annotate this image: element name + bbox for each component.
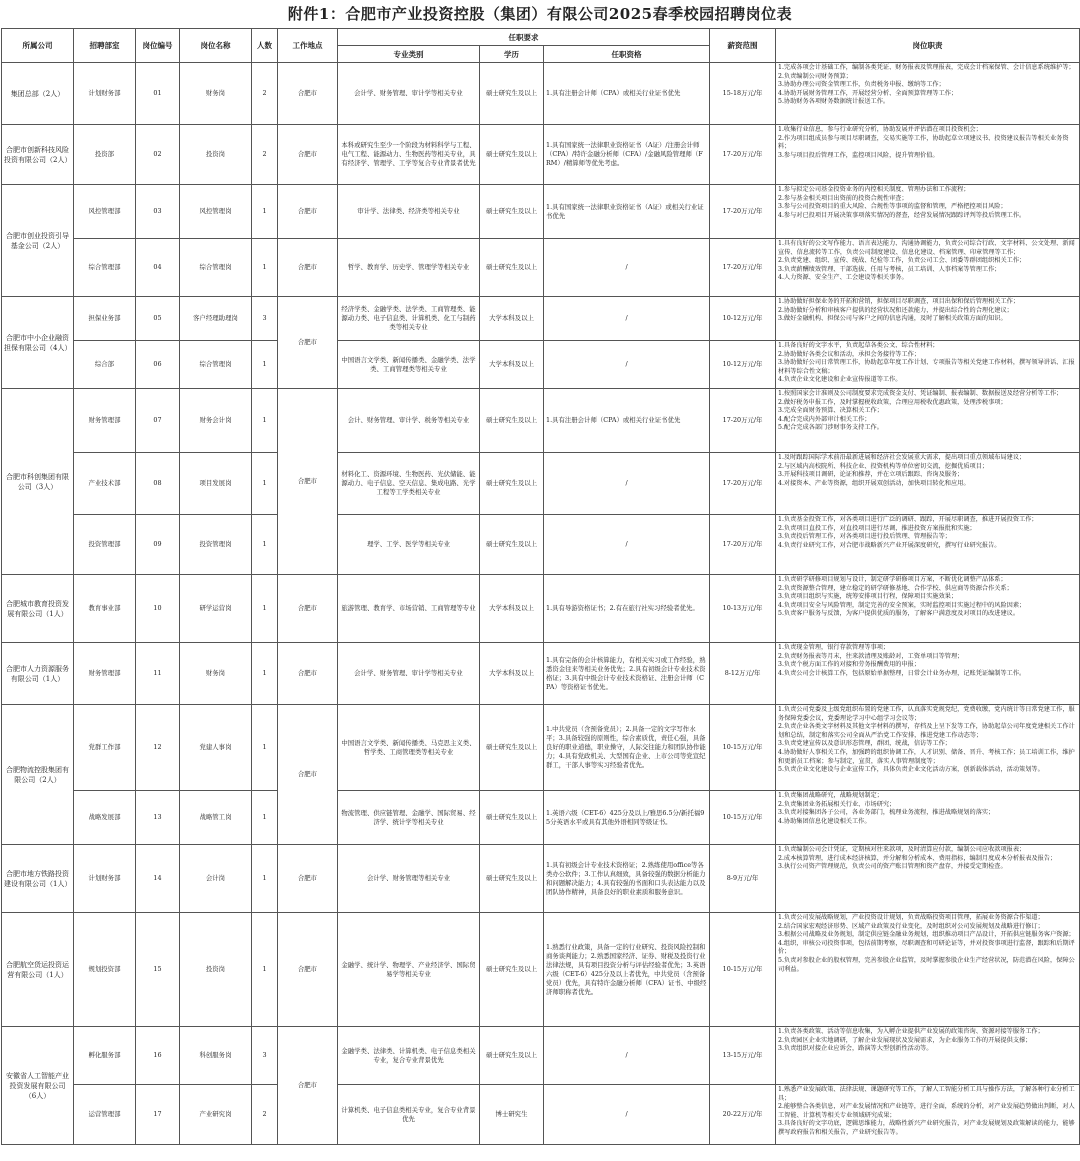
duty-line: 1.负责现金管理，银行存款管理等事项； [778, 644, 890, 651]
position-cell: 财务会计岗 [180, 389, 252, 453]
table-row [2, 453, 1080, 515]
table-row [2, 705, 1080, 791]
count-cell: 1 [252, 185, 278, 239]
code-cell: 07 [136, 389, 180, 453]
count-cell: 1 [252, 791, 278, 845]
duty-line: 1.及时跟踪国际学术前沿最新进展和经济社会发展重大需求，提出项目重点领域布局建议； [778, 454, 1026, 461]
duty-line: 2.负责项目直投工作，对直投项目进行尽调，推进投资方案报批和实施； [778, 524, 976, 532]
qual-cell: 1.具有导游资格证书；2.有在旅行社实习经验者优先。 [544, 575, 710, 643]
duties-cell [776, 643, 1080, 705]
edu-cell: 硕士研究生及以上 [480, 453, 544, 515]
duties-cell [776, 845, 1080, 913]
dept-cell: 风控管理部 [74, 185, 136, 239]
duty-line: 2.结合国家宏观经济形势、区域产业政策及行业变化，及时组织对公司发展规划及战略进行修订； [778, 922, 1044, 930]
duty-line: 1.具有良好的公文写作能力、语言表达能力、沟通协调能力，负责公司综合行政、文字材料、公文处理、新闻宣传、信息流转等工作，负责公司制度建设、信息化建设、档案管理、印章管理等工作； [778, 240, 1075, 256]
major-cell: 计算机类、电子信息类相关专业，复合专业背景优先 [338, 1085, 480, 1145]
dept-cell: 投资管理部 [74, 515, 136, 575]
company-cell: 合肥市创新科技风险投资有限公司（2人） [2, 125, 74, 185]
table-row [2, 239, 1080, 297]
duty-line: 1.完成各项会计基础工作，编制各类凭证、财务报表及管理报表，完成会计档案保管、会计信息系统维护等； [778, 64, 1075, 71]
major-cell: 会计、财务管理、审计学、税务等相关专业 [338, 389, 480, 453]
position-cell: 战略管工岗 [180, 791, 252, 845]
duty-line: 1.负责集团战略研究，战略规划制定； [778, 792, 883, 799]
count-cell: 1 [252, 453, 278, 515]
header-code: 岗位编号 [136, 29, 180, 63]
dept-cell: 计划财务部 [74, 63, 136, 125]
table-row [2, 297, 1080, 341]
salary-cell: 10-12万元/年 [710, 341, 776, 389]
duty-line: 2.做好税务申报工作，及时掌握税收政策，合理应用税收优惠政策，处理涉税事项； [778, 398, 1007, 406]
duty-line: 2.作为项目组成员参与项目尽职调查，交易实施等工作，协助起草立项建议书、投资建议报告等相关业务资料； [778, 134, 1069, 151]
header-major: 专业类别 [338, 46, 480, 63]
header-company: 所属公司 [2, 29, 74, 63]
position-cell: 财务岗 [180, 643, 252, 705]
duty-line: 2.负责园区企业实地调研，了解企业发展现状及发展需求，为企业服务工作的开展提供支撑； [778, 1036, 1032, 1044]
position-cell: 客户经理助理岗 [180, 297, 252, 341]
dept-cell: 产业技术部 [74, 453, 136, 515]
salary-cell: 10-15万元/年 [710, 791, 776, 845]
duty-line: 4.参与对已投项目开展决策事项落实情况的督查，经营发展情况跟踪评判等投后管理工作。 [778, 211, 1026, 219]
table-row [2, 185, 1080, 239]
dept-cell: 规划投资部 [74, 913, 136, 1027]
duty-line: 3.协助办理公司资金管理工作，负责税务申报、缴纳等工作； [778, 81, 945, 89]
duty-line: 4.负责企业文化建设和企业宣传报道等工作。 [778, 376, 902, 384]
edu-cell: 硕士研究生及以上 [480, 185, 544, 239]
major-cell: 会计学、财务管理等相关专业 [338, 845, 480, 913]
duty-line: 5.负责客户服务与反馈，为客户提供优质的服务，了解客户满意度及对项目的改进建议。 [778, 610, 1020, 618]
position-cell: 综合管理岗 [180, 341, 252, 389]
header-dept: 招聘部室 [74, 29, 136, 63]
table-row [2, 515, 1080, 575]
header-duties: 岗位职责 [776, 29, 1080, 63]
duties-cell [776, 125, 1080, 185]
company-cell: 合肥市中小企业融资担保有限公司（4人） [2, 297, 74, 389]
count-cell: 1 [252, 515, 278, 575]
position-cell: 项目发展岗 [180, 453, 252, 515]
location-cell: 合肥市 [278, 1027, 338, 1145]
table-row [2, 791, 1080, 845]
edu-cell: 硕士研究生及以上 [480, 239, 544, 297]
code-cell: 03 [136, 185, 180, 239]
duty-line: 4.负责项目安全与风险管理，制定完善的安全预案，实时监控项目实施过程中的风险因素； [778, 601, 1026, 609]
duty-line: 5.负责企业文化建设与企业宣传工作，具体负责企业文化活动方案，创新载体活动，活动策划等。 [778, 766, 1044, 774]
duty-line: 3.具备良好的文字功底，逻辑思维能力，战略性新兴产业研究报告，对产业发展规划及政策解读的能力，能够撰写政府报告和相关报告，产业研究报告等。 [778, 1120, 1075, 1136]
duties-cell [776, 453, 1080, 515]
duty-line: 2.负责编制公司财务预算； [778, 72, 852, 80]
duty-line: 1.收集行业信息，参与行业研究分析，协助发展并评估潜在项目投资机会； [778, 126, 982, 133]
duty-line: 2.与区域内高校院所、科技企业、投资机构等单位密切交流，挖掘优质项目； [778, 462, 989, 470]
edu-cell: 硕士研究生及以上 [480, 791, 544, 845]
position-cell: 科创服务岗 [180, 1027, 252, 1085]
salary-cell: 10-15万元/年 [710, 705, 776, 791]
duty-line: 3.参与公司投资项目的重大风险、合规性等事项的监督和管理，严格把控项目风险； [778, 203, 1007, 211]
duty-line: 1.负责编制公司会计凭证，定期核对往来款项，及时清算应付款，编制公司应收款项报表； [778, 846, 1026, 853]
salary-cell: 15-18万元/年 [710, 63, 776, 125]
dept-cell: 运营管理部 [74, 1085, 136, 1145]
major-cell: 旅游管理、教育学、市场营销、工商管理等专业 [338, 575, 480, 643]
header-requirements: 任职要求 [338, 29, 710, 46]
edu-cell: 大学本科及以上 [480, 575, 544, 643]
duties-cell [776, 341, 1080, 389]
position-cell: 党建人事岗 [180, 705, 252, 791]
duty-line: 2.协助做好分析和审核客户提供的经营状况和还款能力，并提出综合性的合理化建议； [778, 306, 1013, 314]
code-cell: 12 [136, 705, 180, 791]
table-row [2, 125, 1080, 185]
duties-cell [776, 791, 1080, 845]
location-cell: 合肥市 [278, 575, 338, 643]
duty-line: 1.协助做好担保业务的开拓和营销，担保项目尽职调查，项目出保和保后管理相关工作； [778, 298, 1020, 305]
major-cell: 材料化工、资源环境、生物医药、光伏储能、能源动力、电子信息、空天信息、集成电路、光学工程等工学类相关专业 [338, 453, 480, 515]
company-cell: 安徽省人工智能产业投资发展有限公司（6人） [2, 1027, 74, 1145]
position-cell: 财务岗 [180, 63, 252, 125]
major-cell: 哲学、教育学、历史学、管理学等相关专业 [338, 239, 480, 297]
duties-cell [776, 515, 1080, 575]
location-cell: 合肥市 [278, 643, 338, 705]
salary-cell: 17-20万元/年 [710, 125, 776, 185]
dept-cell: 教育事业部 [74, 575, 136, 643]
duty-line: 3.负责个税方面工作的对接和劳务报酬费用的申报； [778, 661, 921, 669]
position-cell: 投资岗 [180, 913, 252, 1027]
major-cell: 本科或研究生至少一个阶段为材料科学与工程、电气工程、能源动力、生物医药等相关专业，具有经济学、管理学、工学等复合专业背景者优先 [338, 125, 480, 185]
duty-line: 3.负责对接集团各子公司，各业务部门，梳理业务流程，推进战略规划的落实； [778, 809, 995, 817]
salary-cell: 17-20万元/年 [710, 453, 776, 515]
header-count: 人数 [252, 29, 278, 63]
duty-line: 1.参与拟定公司基金投资业务的内控相关制度、管理办法和工作流程； [778, 186, 970, 193]
duties-cell [776, 185, 1080, 239]
position-cell: 产业研究岗 [180, 1085, 252, 1145]
table-row [2, 643, 1080, 705]
duty-line: 4.负责行业研究工作，对合肥市战略新兴产业开展深度研究，撰写行业研究报告。 [778, 541, 1001, 549]
position-cell: 投资岗 [180, 125, 252, 185]
header-qual: 任职资格 [544, 46, 710, 63]
duty-line: 4.人力资源、安全生产、工会建设等相关事务。 [778, 274, 908, 282]
table-row [2, 575, 1080, 643]
duty-line: 2.参与基金相关项目出资前的投资合规性审查； [778, 194, 908, 202]
location-cell: 合肥市 [278, 389, 338, 575]
duty-line: 3.负责项目组织与实施，统筹安排项目行程，保障项目实施效果； [778, 593, 958, 601]
table-row [2, 389, 1080, 453]
qual-cell: 1.英语六级（CET-6）425分及以上/雅思6.5分/新托福95分英语水平或具有其他外语相同等级证书。 [544, 791, 710, 845]
code-cell: 15 [136, 913, 180, 1027]
count-cell: 3 [252, 297, 278, 341]
code-cell: 01 [136, 63, 180, 125]
qual-cell: / [544, 239, 710, 297]
count-cell: 2 [252, 125, 278, 185]
count-cell: 2 [252, 63, 278, 125]
qual-cell: 1.具有注册会计师（CPA）或相关行业证书优先 [544, 389, 710, 453]
edu-cell: 硕士研究生及以上 [480, 705, 544, 791]
count-cell: 1 [252, 643, 278, 705]
edu-cell: 大学本科及以上 [480, 341, 544, 389]
header-salary: 薪资范围 [710, 29, 776, 63]
table-row [2, 341, 1080, 389]
duty-line: 2.能够整合各类信息，对产业发展情况和产业链等，进行全面，系统的分析，对产业发展趋势做出判断，对人工智能、计算机等相关专业领域研究成果； [778, 1103, 1075, 1119]
major-cell: 物流管理、供应链管理、金融学、国际贸易、经济学、统计学等相关专业 [338, 791, 480, 845]
qual-cell: 1.具有注册会计师（CPA）或相关行业证书优先 [544, 63, 710, 125]
edu-cell: 硕士研究生及以上 [480, 913, 544, 1027]
duties-cell [776, 297, 1080, 341]
qual-cell: / [544, 1085, 710, 1145]
location-cell: 合肥市 [278, 185, 338, 239]
duties-cell [776, 1085, 1080, 1145]
position-cell: 综合管理岗 [180, 239, 252, 297]
duties-cell [776, 913, 1080, 1027]
qual-cell: / [544, 297, 710, 341]
location-cell: 合肥市 [278, 913, 338, 1027]
code-cell: 17 [136, 1085, 180, 1145]
salary-cell: 17-20万元/年 [710, 185, 776, 239]
salary-cell: 8-12万元/年 [710, 643, 776, 705]
duties-cell [776, 1027, 1080, 1085]
duty-line: 1.熟悉产业发展政策、法律法规、课题研究等工作，了解人工智能分析工具与操作方法，了解各种行业分析工具； [778, 1086, 1075, 1102]
major-cell: 理学、工学、医学等相关专业 [338, 515, 480, 575]
table-row [2, 913, 1080, 1027]
code-cell: 06 [136, 341, 180, 389]
dept-cell: 战略发展部 [74, 791, 136, 845]
dept-cell: 党群工作部 [74, 705, 136, 791]
duty-line: 4.协助开展财务管理工作，开展经营分析、全面预算管理等工作； [778, 89, 958, 97]
duty-line: 3.负责党建宣传以及意识形态管理，群团，统战，信访等工作； [778, 740, 951, 748]
duty-line: 2.成本核算管理，进行成本经济核算，并分解和分析成本、费用指标，编制月度成本分析报表及报告； [778, 854, 1057, 862]
duty-line: 3.负责组织对接企业应诉会，路演等大型创新性活动等。 [778, 1045, 933, 1053]
major-cell: 中国语言文学类、新闻传播类、金融学类、法学类、工商管理类等相关专业 [338, 341, 480, 389]
count-cell: 1 [252, 705, 278, 791]
qual-cell: 1.熟悉行业政策，具备一定的行业研究、投资风险控制和商务谈判能力；2.熟悉国家经济、证券、财税及投资行业法律法规，具有项目投资分析与评估经验者优先；3.英语六级（CET-6）425分及以上者优先，中共党员（含预备党员）优先，具有特许金融分析师（CFA）证书、中级经济师职称者优先。 [544, 913, 710, 1027]
position-cell: 风控管理岗 [180, 185, 252, 239]
qual-cell: 1.具有国家统一法律职业资格证书（A证）/注册会计师（CPA）/特许金融分析师（CFA）/金融风险管理师（FRM）/精算师等优先考虑。 [544, 125, 710, 185]
dept-cell: 投资部 [74, 125, 136, 185]
table-row [2, 845, 1080, 913]
count-cell: 1 [252, 913, 278, 1027]
code-cell: 16 [136, 1027, 180, 1085]
code-cell: 04 [136, 239, 180, 297]
code-cell: 09 [136, 515, 180, 575]
company-cell: 合肥城市教育投资发展有限公司（1人） [2, 575, 74, 643]
duty-line: 1.负责公司党委及上级党组织布置的党建工作，认真落实党规党纪，党费收缴，党内统计等日常党建工作，服务保障党委会议，党委理论学习中心组学习会议等； [778, 706, 1075, 722]
code-cell: 02 [136, 125, 180, 185]
duty-line: 2.协助做好各类会议和活动，承担会务接待等工作； [778, 350, 921, 358]
duties-cell [776, 575, 1080, 643]
count-cell: 2 [252, 1085, 278, 1145]
edu-cell: 大学本科及以上 [480, 297, 544, 341]
company-cell: 合肥市创业投资引导基金公司（2人） [2, 185, 74, 297]
qual-cell: / [544, 341, 710, 389]
count-cell: 1 [252, 239, 278, 297]
location-cell: 合肥市 [278, 239, 338, 297]
duty-line: 3.根据公司战略及业务规划，制定供应链金融业务规划，组织推动项目产品设计，开拓供应链服务客户资源； [778, 931, 1075, 939]
dept-cell: 计划财务部 [74, 845, 136, 913]
table-row [2, 1085, 1080, 1145]
duty-line: 3.做好金融机构、担保公司与客户之间的信息沟通，及时了解相关政策方面的知识。 [778, 315, 1007, 323]
duty-line: 4.配合完成内外部审计相关工作； [778, 415, 871, 423]
edu-cell: 博士研究生 [480, 1085, 544, 1145]
duty-line: 3.负责投后管理工作，对各类项目进行投后管理、管理报告等； [778, 533, 951, 541]
recruitment-table [1, 28, 1080, 1145]
duty-line: 4.组织，审核公司投资事项，包括前期考察，尽职调查和可研论证等，并对投资事项进行监督，跟踪和后期评价； [778, 939, 1075, 956]
salary-cell: 17-20万元/年 [710, 239, 776, 297]
duty-line: 1.负责基金投资工作，对各类项目进行广泛的调研、跟踪，开展尽职调查，推进开展投资工作； [778, 516, 1038, 523]
duty-line: 5.协助财务各项财务数据统计报送工作。 [778, 98, 890, 106]
count-cell: 1 [252, 389, 278, 453]
duty-line: 3.开展科技项目调研，论证和推荐，并在立项后跟踪、咨询及服务； [778, 471, 964, 479]
code-cell: 14 [136, 845, 180, 913]
salary-cell: 13-15万元/年 [710, 1027, 776, 1085]
duty-line: 3.负责薪酬绩效管理、干部选拔、任用与考核，员工培训、人事档案等管理工作； [778, 265, 1001, 273]
position-cell: 研学运营岗 [180, 575, 252, 643]
dept-cell: 财务管理部 [74, 389, 136, 453]
count-cell: 1 [252, 575, 278, 643]
header-edu: 学历 [480, 46, 544, 63]
qual-cell: 1.具有国家统一法律职业资格证书（A证）或相关行业证书优先 [544, 185, 710, 239]
duty-line: 2.负责党建、组织、宣传、统战、纪检等工作，负责公司工会、团委等群团组织相关工作； [778, 257, 1026, 265]
edu-cell: 大学本科及以上 [480, 643, 544, 705]
qual-cell: 1.中共党员（含预备党员）；2.具备一定的文字写作水平；3.具备较强的原则性，综合素质优，责任心强，具备良好的职业道德，职业操守，人际交往能力和团队协作能力；4.具有党政机关、大型国有企业、上市公司等党宣纪群工，干部人事等实习经验者优先。 [544, 705, 710, 791]
salary-cell: 17-20万元/年 [710, 515, 776, 575]
location-cell: 合肥市 [278, 705, 338, 845]
code-cell: 13 [136, 791, 180, 845]
qual-cell: 1.具有初级会计专业技术资格证；2.熟练使用office等各类办公软件；3.工作认真细致，具备较强的数据分析能力和问题解决能力；4.具有较强的书面和口头表达能力以及团队协作精神，具备良好的职业素质和服务意识。 [544, 845, 710, 913]
dept-cell: 孵化服务部 [74, 1027, 136, 1085]
major-cell: 金融学类、法律类、计算机类、电子信息类相关专业，复合专业背景优先 [338, 1027, 480, 1085]
header-name: 岗位名称 [180, 29, 252, 63]
location-cell: 合肥市 [278, 845, 338, 913]
duties-cell [776, 239, 1080, 297]
edu-cell: 硕士研究生及以上 [480, 389, 544, 453]
duty-line: 3.执行公司资产管理规范，负责公司的资产账目管理和资产盘存，并接受定期检查。 [778, 863, 1007, 871]
duty-line: 2.负责财务报表等月末，往来款清理及账龄对，工资单项目等管理； [778, 652, 964, 660]
salary-cell: 10-13万元/年 [710, 575, 776, 643]
code-cell: 10 [136, 575, 180, 643]
code-cell: 05 [136, 297, 180, 341]
major-cell: 会计学、财务管理、审计学等相关专业 [338, 643, 480, 705]
count-cell: 1 [252, 845, 278, 913]
location-cell: 合肥市 [278, 63, 338, 125]
count-cell: 1 [252, 341, 278, 389]
location-cell: 合肥市 [278, 125, 338, 185]
company-cell: 合肥市人力资源服务有限公司（1人） [2, 643, 74, 705]
duty-line: 4.协助做好人事相关工作，加强跨的组织协调工作，人才识别、储备、晋升、考核工作；员工培训工作，维护和更新员工档案；参与制定，宣贯，落实人事管理制度等； [778, 748, 1075, 765]
duty-line: 3.协助做好公司日常管理工作，协助起草年度工作计划、专项报告等相关党建工作材料，撰写领导讲话、汇报材料等综合性文稿； [778, 359, 1075, 375]
duty-line: 2.负责企业各类文字材料及其他文字材料的撰写，存档及上呈下发等工作，协助起草公司年度党建相关工作计划和总结，制定和落实公司全面从严治党工作安排，推进党建工作动态等； [778, 723, 1075, 739]
duty-line: 2.负责资源整合管理，建立稳定的研学研修基地、合作学校、供应商等资源合作关系； [778, 584, 1013, 592]
page-title: 附件1：合肥市产业投资控股（集团）有限公司2025春季校园招聘岗位表 [287, 5, 793, 23]
duty-line: 1.负责各类政策、活动等信息收集，为入孵企业提供产业发展的政策咨询、资源对接等服务工作； [778, 1028, 1044, 1035]
major-cell: 金融学、统计学、物理学、产业经济学、国际贸易学等相关专业 [338, 913, 480, 1027]
count-cell: 3 [252, 1027, 278, 1085]
salary-cell: 10-12万元/年 [710, 297, 776, 341]
position-cell: 会计岗 [180, 845, 252, 913]
company-cell: 合肥航空货运投资运营有限公司（1人） [2, 913, 74, 1027]
duty-line: 1.具备良好的文字水平，负责起草各类公文、综合性材料； [778, 342, 939, 349]
table-row [2, 63, 1080, 125]
duty-line: 2.负责集团业务拓展相关行业、市场研究； [778, 800, 896, 808]
dept-cell: 综合部 [74, 341, 136, 389]
qual-cell: / [544, 1027, 710, 1085]
company-cell: 合肥市科创集团有限公司（3人） [2, 389, 74, 575]
duty-line: 5.配合完成各部门涉财事务支持工作。 [778, 424, 883, 432]
major-cell: 经济学类、金融学类、法学类、工商管理类、能源动力类、电子信息类、计算机类、化工与制药类等相关专业 [338, 297, 480, 341]
duty-line: 1.负责研学研修项目规划与设计，制定研学研修项目方案，不断优化调整产品体系； [778, 576, 1007, 583]
duty-line: 4.协助集团信息化建设相关工作。 [778, 817, 871, 825]
edu-cell: 硕士研究生及以上 [480, 125, 544, 185]
edu-cell: 硕士研究生及以上 [480, 63, 544, 125]
qual-cell: 1.具有完备的会计核算能力，有相关实习或工作经验，熟悉资金往来等相关业务优先；2.具有初级会计专业技术资格证；3.具有中级会计专业技术资格证、注册会计师（CPA）等资格证书优先。 [544, 643, 710, 705]
code-cell: 11 [136, 643, 180, 705]
dept-cell: 综合管理部 [74, 239, 136, 297]
salary-cell: 10-15万元/年 [710, 913, 776, 1027]
major-cell: 会计学、财务管理、审计学等相关专业 [338, 63, 480, 125]
header-location: 工作地点 [278, 29, 338, 63]
duty-line: 4.负责公司会计核算工作，包括原始单据整理，日常会计业务办理，记账凭证编制等工作。 [778, 669, 1026, 677]
duties-cell [776, 63, 1080, 125]
position-cell: 投资管理岗 [180, 515, 252, 575]
duty-line: 1.按照国家会计准则及公司制度要求完成资金支付、凭证编制、报表编制、数据报送及经营分析等工作； [778, 390, 1063, 397]
qual-cell: / [544, 515, 710, 575]
duty-line: 5.负责对参股企业的股权管理，完善参股企业监管，及时掌握参股企业生产经营状况，防范潜在风险，保障公司利益。 [778, 956, 1075, 973]
company-cell: 集团总部（2人） [2, 63, 74, 125]
duty-line: 3.参与项目投后管理工作，监控项目风险，提升管理价值。 [778, 151, 939, 159]
duties-cell [776, 705, 1080, 791]
dept-cell: 担保业务部 [74, 297, 136, 341]
duty-line: 1.负责公司发展战略规划，产业投资设计规划，负责战略投资项目管理，拓展业务资源合作渠道； [778, 914, 1044, 921]
major-cell: 中国语言文学类、新闻传播类、马克思主义类、哲学类、工商管理类等相关专业 [338, 705, 480, 791]
duty-line: 4.对接资本、产业等资源，组织开展双创活动，加快项目转化和应用。 [778, 479, 970, 487]
salary-cell: 20-22万元/年 [710, 1085, 776, 1145]
location-cell: 合肥市 [278, 297, 338, 389]
salary-cell: 17-20万元/年 [710, 389, 776, 453]
edu-cell: 硕士研究生及以上 [480, 1027, 544, 1085]
qual-cell: / [544, 453, 710, 515]
edu-cell: 硕士研究生及以上 [480, 515, 544, 575]
duties-cell [776, 389, 1080, 453]
code-cell: 08 [136, 453, 180, 515]
company-cell: 合肥物流控股集团有限公司（2人） [2, 705, 74, 845]
salary-cell: 8-9万元/年 [710, 845, 776, 913]
company-cell: 合肥市地方铁路投资建设有限公司（1人） [2, 845, 74, 913]
table-row [2, 1027, 1080, 1085]
dept-cell: 财务管理部 [74, 643, 136, 705]
duty-line: 3.完成全面财务预算、决算相关工作； [778, 407, 883, 415]
edu-cell: 硕士研究生及以上 [480, 845, 544, 913]
major-cell: 审计学、法律类、经济类等相关专业 [338, 185, 480, 239]
